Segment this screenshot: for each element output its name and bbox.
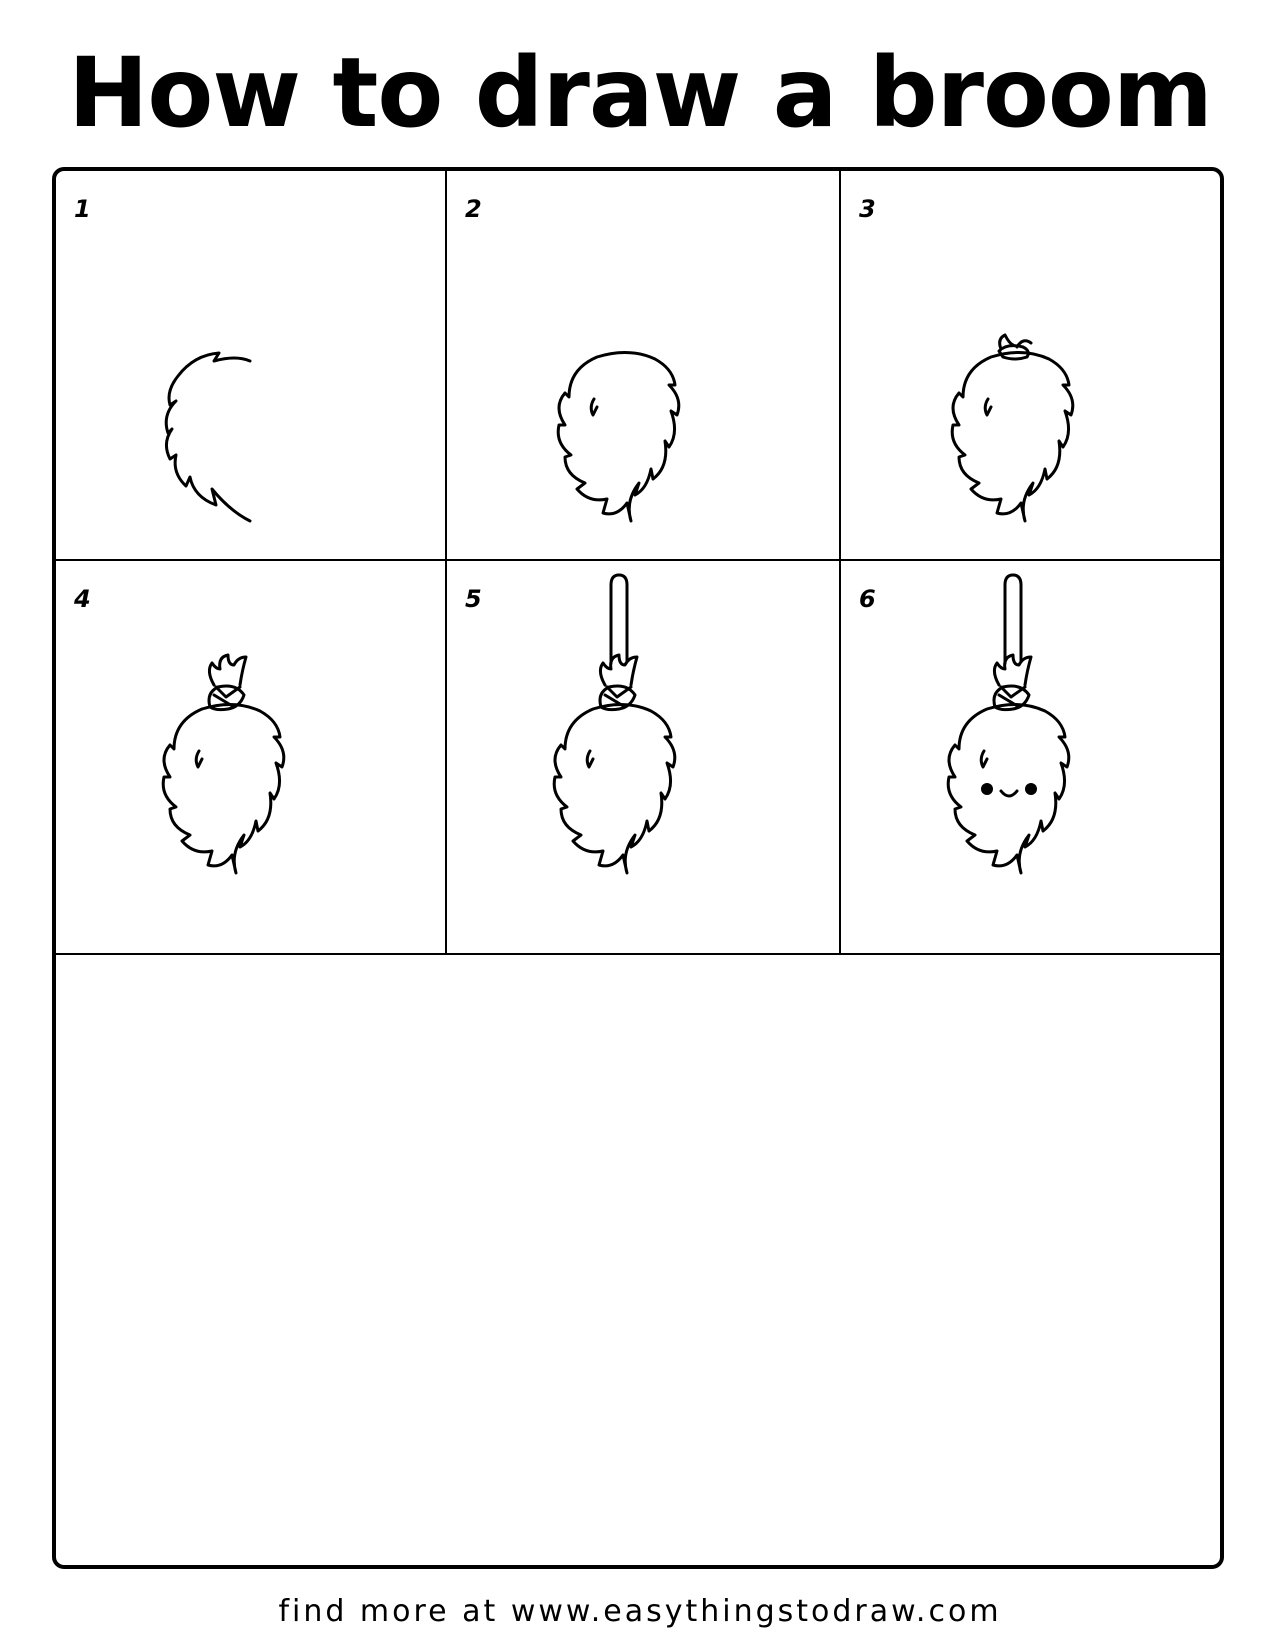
- drawing-grid: [52, 167, 1224, 1569]
- broom-step-6-drawing: [841, 561, 1224, 953]
- step-number: 4: [74, 585, 91, 613]
- step-number: 6: [859, 585, 876, 613]
- step-number: 1: [74, 195, 91, 223]
- broom-step-4-drawing: [56, 561, 445, 953]
- footer-website: find more at www.easythingstodraw.com: [278, 1594, 1002, 1629]
- step-number: 2: [465, 195, 482, 223]
- step-5-panel: [447, 561, 839, 953]
- left-eye: [981, 783, 993, 795]
- right-eye: [1025, 783, 1037, 795]
- page-title: How to draw a broom: [68, 37, 1212, 149]
- step-3-panel: [841, 171, 1224, 559]
- step-number: 3: [859, 195, 876, 223]
- step-number: 5: [465, 585, 482, 613]
- broom-step-2-drawing: [447, 171, 839, 559]
- step-4-panel: [56, 561, 445, 953]
- practice-drawing-area[interactable]: [56, 955, 1224, 1569]
- broom-step-5-drawing: [447, 561, 839, 953]
- step-1-panel: [56, 171, 445, 559]
- step-6-panel: [841, 561, 1224, 953]
- broom-step-1-drawing: [56, 171, 445, 559]
- broom-step-3-drawing: [841, 171, 1224, 559]
- step-2-panel: [447, 171, 839, 559]
